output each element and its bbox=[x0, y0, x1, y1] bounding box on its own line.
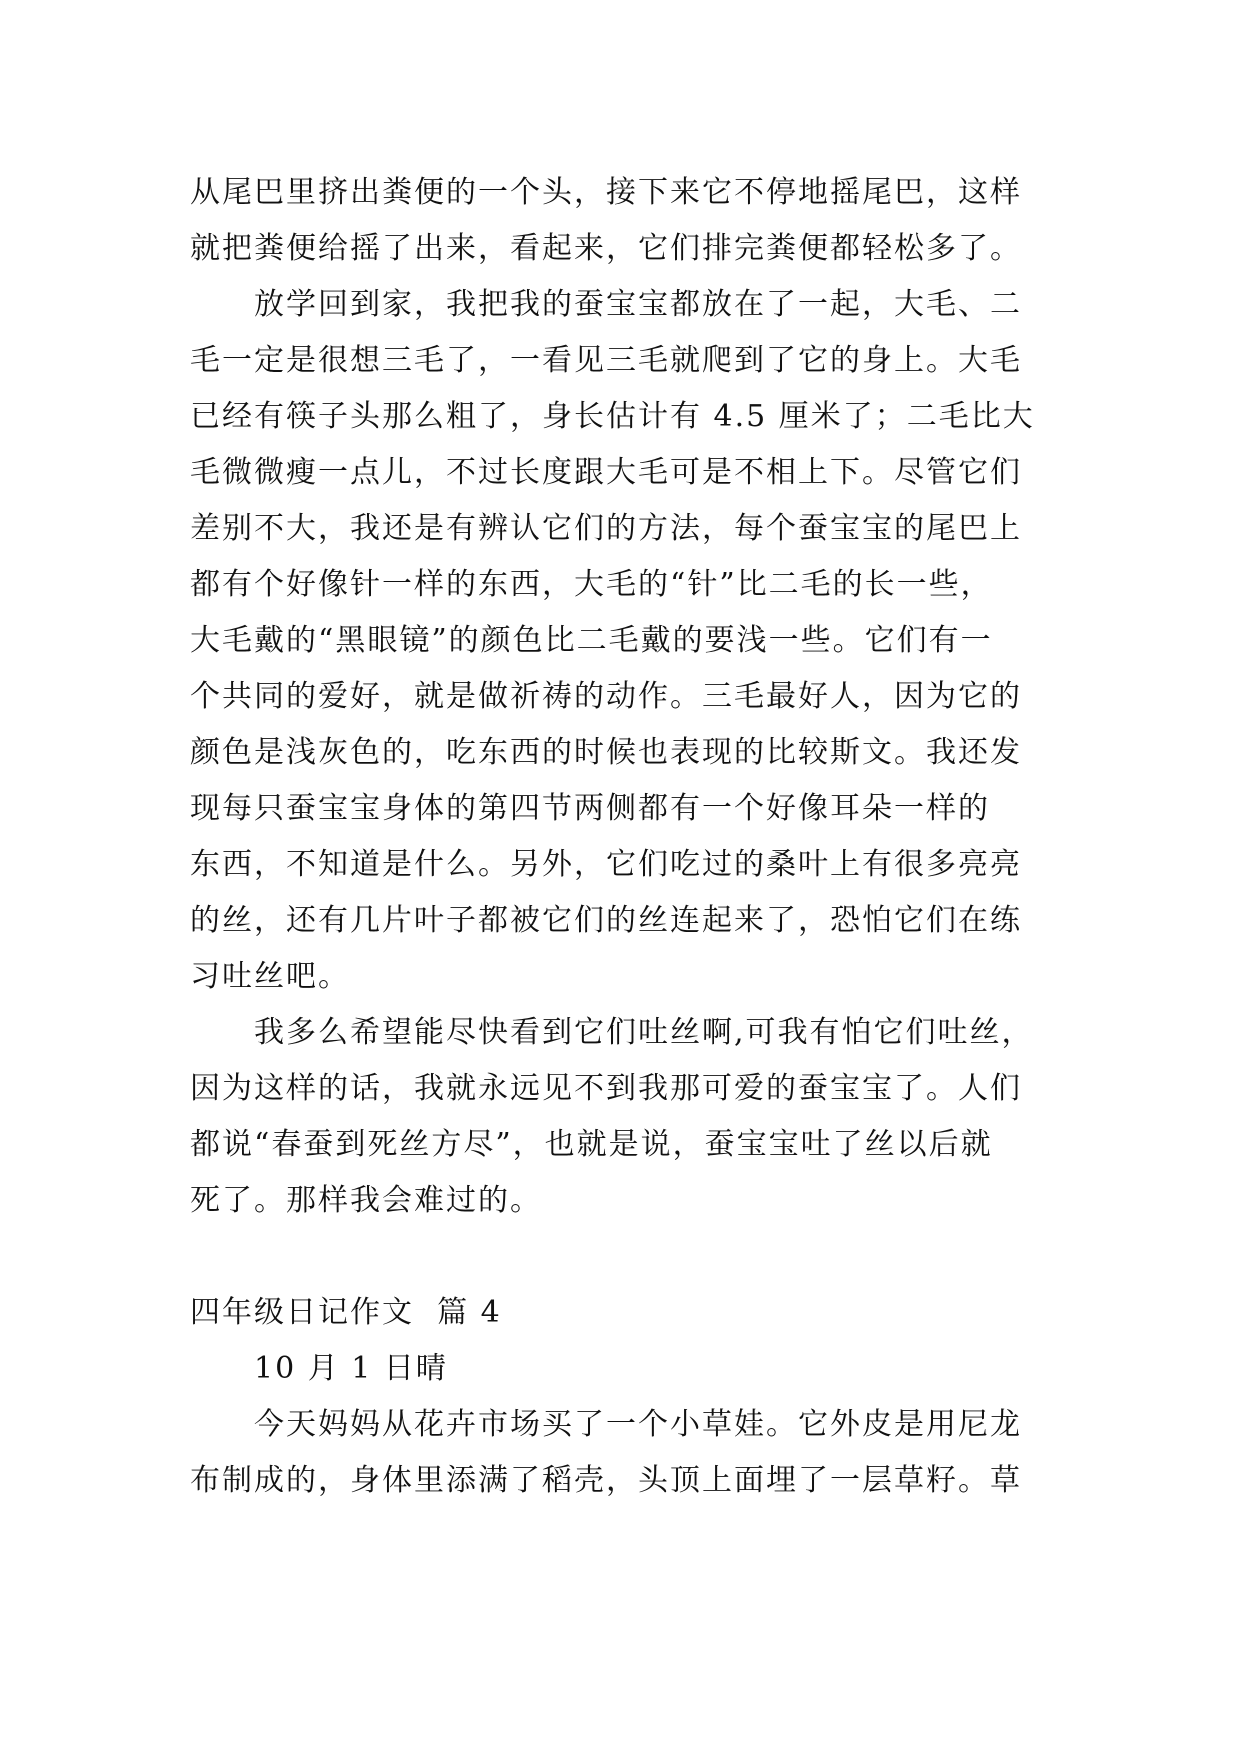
diary-date: 10 月 1 日晴 bbox=[190, 1351, 448, 1386]
paragraph-line: 今天妈妈从花卉市场买了一个小草娃。它外皮是用尼龙 bbox=[190, 1407, 1022, 1442]
paragraph-line: 现每只蚕宝宝身体的第四节两侧都有一个好像耳朵一样的 bbox=[190, 791, 990, 826]
paragraph-line: 因为这样的话，我就永远见不到我那可爱的蚕宝宝了。人们 bbox=[190, 1071, 1022, 1106]
paragraph-line: 我多么希望能尽快看到它们吐丝啊,可我有怕它们吐丝， bbox=[190, 1015, 1034, 1050]
paragraph-line: 放学回到家，我把我的蚕宝宝都放在了一起，大毛、二 bbox=[190, 287, 1022, 322]
paragraph-line: 都说“春蚕到死丝方尽”，也就是说，蚕宝宝吐了丝以后就 bbox=[190, 1127, 993, 1162]
paragraph-line: 个共同的爱好，就是做祈祷的动作。三毛最好人，因为它的 bbox=[190, 679, 1022, 714]
paragraph-line: 就把粪便给摇了出来，看起来，它们排完粪便都轻松多了。 bbox=[190, 231, 1022, 266]
paragraph-line: 布制成的，身体里添满了稻壳，头顶上面埋了一层草籽。草 bbox=[190, 1463, 1022, 1498]
paragraph-line: 的丝，还有几片叶子都被它们的丝连起来了，恐怕它们在练 bbox=[190, 903, 1022, 938]
paragraph-line: 已经有筷子头那么粗了，身长估计有 4.5 厘米了；二毛比大 bbox=[190, 399, 1035, 434]
paragraph-line: 大毛戴的“黑眼镜”的颜色比二毛戴的要浅一些。它们有一 bbox=[190, 623, 993, 658]
paragraph-line: 从尾巴里挤出粪便的一个头，接下来它不停地摇尾巴，这样 bbox=[190, 175, 1022, 210]
paragraph-line: 毛一定是很想三毛了，一看见三毛就爬到了它的身上。大毛 bbox=[190, 343, 1022, 378]
paragraph-line: 毛微微瘦一点儿，不过长度跟大毛可是不相上下。尽管它们 bbox=[190, 455, 1022, 490]
paragraph-line: 都有个好像针一样的东西，大毛的“针”比二毛的长一些， bbox=[190, 567, 993, 602]
paragraph-line: 死了。那样我会难过的。 bbox=[190, 1183, 542, 1218]
paragraph-line: 习吐丝吧。 bbox=[190, 959, 350, 994]
section-title: 四年级日记作文 篇 4 bbox=[190, 1295, 502, 1330]
paragraph-line: 差别不大，我还是有辨认它们的方法，每个蚕宝宝的尾巴上 bbox=[190, 511, 1022, 546]
document-body bbox=[190, 165, 1070, 1509]
paragraph-line: 颜色是浅灰色的，吃东西的时候也表现的比较斯文。我还发 bbox=[190, 735, 1022, 770]
section-spacer bbox=[190, 1229, 1070, 1285]
paragraph-line: 东西，不知道是什么。另外，它们吃过的桑叶上有很多亮亮 bbox=[190, 847, 1022, 882]
